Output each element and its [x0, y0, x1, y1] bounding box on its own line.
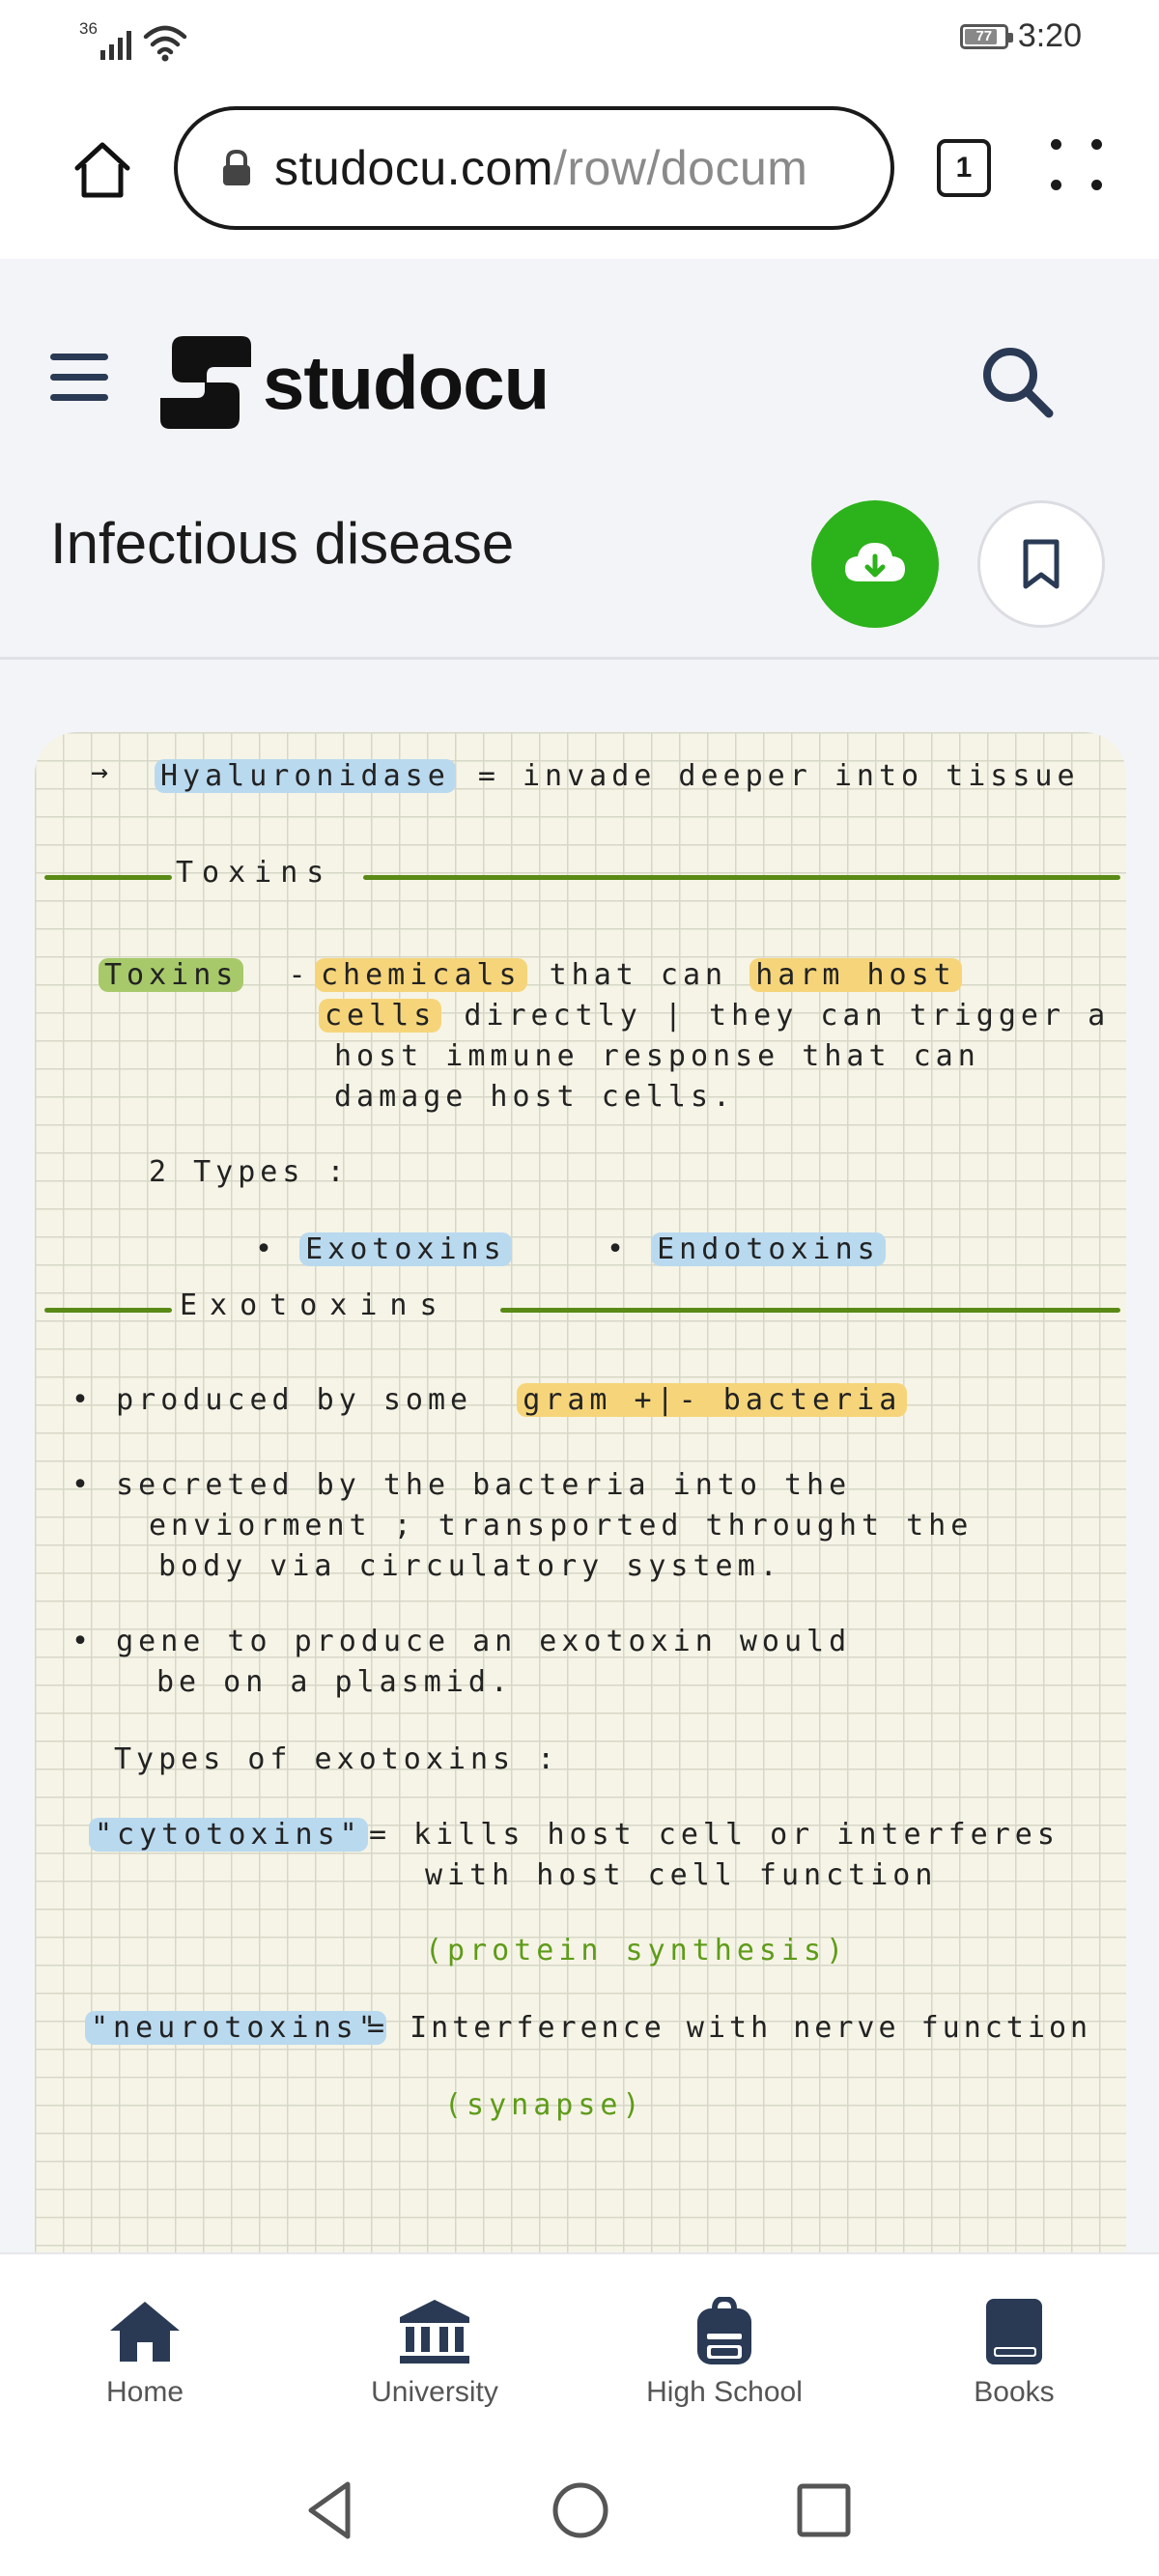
wifi-icon	[143, 23, 187, 62]
home-circle-icon[interactable]	[547, 2477, 614, 2544]
hamburger-menu-icon[interactable]	[50, 354, 108, 402]
status-right	[960, 17, 1082, 55]
highlight-endotoxins: Endotoxins	[651, 1232, 886, 1266]
neurotoxins-note: (synapse)	[444, 2088, 645, 2122]
highlight-chemicals: chemicals	[315, 958, 527, 992]
battery-icon	[960, 24, 1008, 49]
book-icon	[984, 2297, 1044, 2366]
cloud-download-icon	[841, 537, 909, 591]
browser-menu-icon[interactable]	[1049, 137, 1107, 199]
term-hyaluronidase: Hyaluronidase	[155, 759, 456, 793]
page-content	[0, 259, 1159, 2252]
recents-icon[interactable]	[790, 2477, 858, 2544]
toxins-def-line-1	[315, 958, 962, 992]
bookmark-button[interactable]	[977, 500, 1105, 628]
header-divider	[0, 657, 1159, 660]
nav-university-label: University	[371, 2376, 498, 2408]
term-toxins: Toxins	[99, 958, 243, 992]
studocu-logo[interactable]	[155, 332, 549, 433]
type-2: • Endotoxins	[607, 1232, 886, 1266]
type-1: • Exotoxins	[255, 1232, 512, 1266]
toxins-term-line	[99, 958, 311, 992]
highlight-exotoxins: Exotoxins	[299, 1232, 512, 1266]
url-host: studocu.com	[274, 141, 553, 195]
types-of-exotoxins: Types of exotoxins :	[114, 1742, 560, 1776]
clock: 3:20	[1017, 17, 1082, 54]
highlight-cytotoxins: "cytotoxins"	[89, 1818, 368, 1852]
nav-books[interactable]	[898, 2293, 1130, 2409]
site-header	[0, 259, 1159, 462]
bullet-3-text-1: gene to produce an exotoxin would	[116, 1625, 852, 1658]
highlight-neurotoxins: "neurotoxins"	[85, 2011, 386, 2045]
logo-text: studocu	[263, 339, 550, 425]
toxins-dash: -	[288, 958, 311, 992]
download-button[interactable]	[811, 500, 939, 628]
document-page-preview	[35, 732, 1126, 2397]
bullet-1-text: produced by some	[116, 1383, 473, 1417]
cytotoxins-term	[89, 1818, 368, 1852]
bullet-1: • produced by some gram +|- bacteria	[71, 1383, 907, 1417]
bullet-2-line-2: enviorment ; transported throught the	[149, 1509, 974, 1543]
heading-rule-left	[44, 875, 172, 880]
section-heading-toxins: Toxins	[176, 856, 333, 890]
cytotoxins-def-1: = kills host cell or interferes	[369, 1818, 1060, 1852]
nav-books-label: Books	[974, 2376, 1055, 2408]
signal-label: 36	[79, 19, 98, 38]
nav-home-label: Home	[105, 2376, 184, 2408]
url-path: /row/docum	[552, 141, 808, 195]
bullet-3-line-2: be on a plasmid.	[156, 1665, 513, 1699]
highlight-gram-bacteria: gram +|- bacteria	[517, 1383, 907, 1417]
battery-level: 77	[975, 27, 993, 44]
note-arrow: →	[91, 755, 114, 789]
lock-icon	[220, 149, 253, 187]
bottom-navigation	[0, 2252, 1159, 2448]
nav-high-school-label: High School	[646, 2376, 803, 2408]
heading-rule-left-2	[44, 1308, 172, 1313]
types-label: 2 Types :	[149, 1155, 350, 1189]
studocu-logo-mark-icon	[155, 332, 257, 433]
status-bar	[0, 0, 1159, 77]
nav-university[interactable]	[319, 2293, 551, 2409]
toxins-def-line-4: damage host cells.	[334, 1080, 736, 1114]
neurotoxins-def: = Interference with nerve function	[367, 2011, 1092, 2045]
hyaluronidase-definition: = invade deeper into tissue	[477, 759, 1080, 793]
nav-high-school[interactable]	[608, 2293, 840, 2409]
toxins-def-line-3: host immune response that can	[334, 1039, 980, 1073]
highlight-harm-host: harm host	[749, 958, 962, 992]
cytotoxins-def-2: with host cell function	[425, 1858, 938, 1892]
bookmark-icon	[1022, 538, 1060, 590]
system-navigation-bar	[0, 2446, 1159, 2576]
address-bar[interactable]	[174, 106, 894, 230]
note-line-hyaluronidase	[155, 759, 1080, 793]
signal-icon	[99, 27, 137, 60]
bullet-2-text-1: secreted by the bacteria into the	[116, 1468, 852, 1502]
browser-home-button[interactable]	[66, 133, 139, 207]
highlight-cells: cells	[319, 999, 441, 1033]
document-title: Infectious disease	[50, 511, 515, 576]
heading-rule-right	[363, 875, 1120, 880]
bullet-3-line-1: • gene to produce an exotoxin would	[71, 1625, 852, 1658]
def-text-that-can: that can	[549, 958, 728, 992]
url-text	[274, 140, 807, 196]
heading-rule-right-2	[500, 1308, 1120, 1313]
bullet-2-line-3: body via circulatory system.	[158, 1549, 782, 1583]
home-outline-icon	[71, 139, 133, 201]
cytotoxins-note: (protein synthesis)	[425, 1934, 849, 1967]
section-heading-exotoxins: Exotoxins	[180, 1288, 450, 1322]
def-text-directly: directly | they can trigger a	[464, 999, 1111, 1033]
university-icon	[398, 2298, 471, 2365]
neurotoxins-term	[85, 2011, 386, 2045]
backpack-icon	[693, 2297, 755, 2366]
search-icon[interactable]	[974, 338, 1060, 425]
bullet-2-line-1: • secreted by the bacteria into the	[71, 1468, 852, 1502]
tab-switcher-button[interactable]: 1	[937, 139, 991, 197]
document-header	[0, 462, 1159, 657]
back-icon[interactable]	[297, 2477, 365, 2544]
browser-toolbar	[0, 77, 1159, 259]
nav-home[interactable]	[29, 2293, 261, 2409]
toxins-def-line-2	[319, 999, 1110, 1033]
home-icon	[106, 2298, 184, 2365]
